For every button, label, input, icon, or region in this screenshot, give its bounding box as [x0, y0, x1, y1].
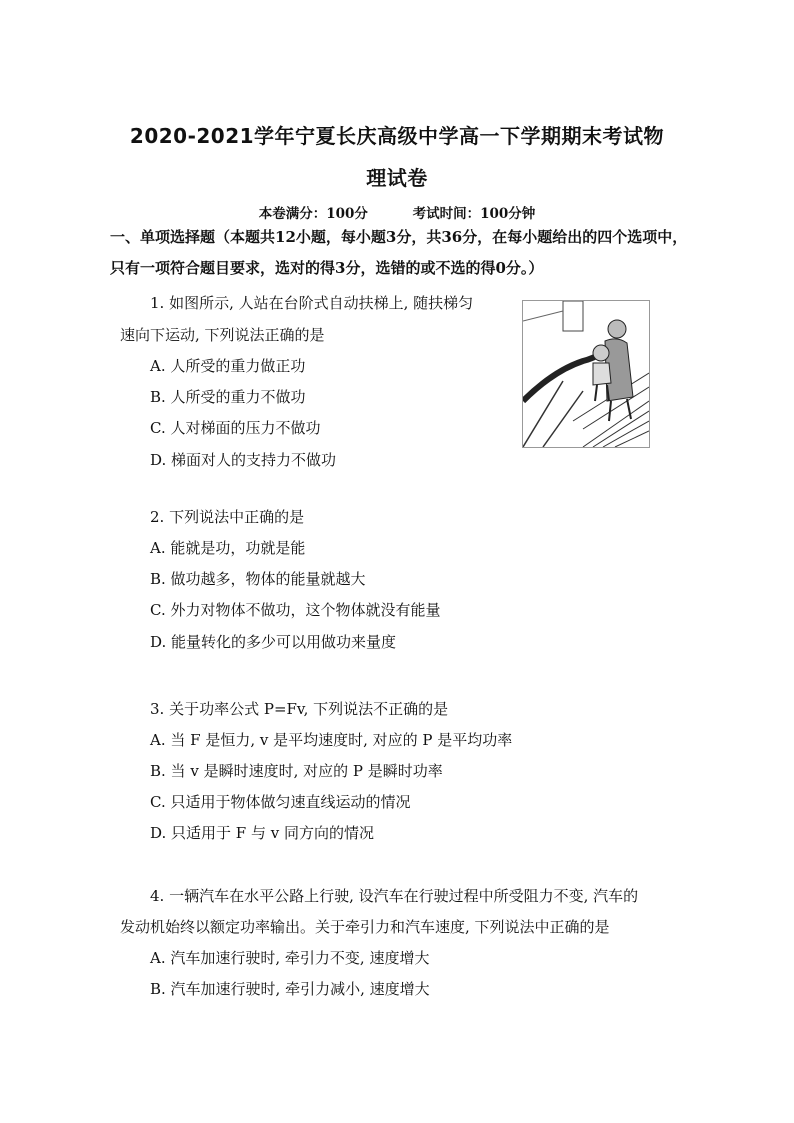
exam-time: 考试时间：100分钟	[412, 206, 536, 222]
question-3-option-b: B. 当 v 是瞬时速度时, 对应的 P 是瞬时功率	[150, 762, 443, 780]
question-2-option-a: A. 能就是功，功就是能	[150, 539, 306, 557]
question-1-option-d: D. 梯面对人的支持力不做功	[150, 451, 337, 469]
section-heading: 一、单项选择题（本题共12小题，每小题3分，共36分，在每小题给出的四个选项中，只有一项符合题目要求，选对的得3分，选错的或不选的得0分。）	[110, 228, 688, 277]
question-2-option-b: B. 做功越多，物体的能量就越大	[150, 570, 366, 588]
question-4-option-a: A. 汽车加速行驶时, 牵引力不变, 速度增大	[150, 949, 430, 967]
question-3-stem: 3. 关于功率公式 P=Fv, 下列说法不正确的是	[150, 700, 449, 718]
question-4-stem: 4. 一辆汽车在水平公路上行驶, 设汽车在行驶过程中所受阻力不变, 汽车的	[150, 887, 639, 905]
question-3-option-a: A. 当 F 是恒力, v 是平均速度时, 对应的 P 是平均功率	[150, 731, 513, 749]
question-3-option-d: D. 只适用于 F 与 v 同方向的情况	[150, 824, 374, 842]
question-2-stem: 2. 下列说法中正确的是	[150, 508, 305, 526]
full-score: 本卷满分：100分	[258, 206, 368, 222]
question-4-option-b: B. 汽车加速行驶时, 牵引力减小, 速度增大	[150, 980, 430, 998]
question-1-option-a: A. 人所受的重力做正功	[150, 357, 306, 375]
question-1-option-c: C. 人对梯面的压力不做功	[150, 419, 321, 437]
question-2-option-c: C. 外力对物体不做功，这个物体就没有能量	[150, 601, 441, 619]
page-title-continued: 理试卷	[366, 166, 428, 190]
question-1-stem-cont: 速向下运动, 下列说法正确的是	[120, 326, 325, 344]
page-title: 2020-2021学年宁夏长庆高级中学高一下学期期末考试物	[129, 124, 665, 148]
question-3-option-c: C. 只适用于物体做匀速直线运动的情况	[150, 793, 411, 811]
exam-meta	[0, 202, 794, 222]
question-1-stem: 1. 如图所示, 人站在台阶式自动扶梯上, 随扶梯匀	[150, 294, 474, 312]
question-2-option-d: D. 能量转化的多少可以用做功来量度	[150, 633, 397, 651]
escalator-illustration	[522, 300, 650, 448]
escalator-drawing	[523, 301, 649, 447]
question-1-option-b: B. 人所受的重力不做功	[150, 388, 306, 406]
question-4-stem-cont: 发动机始终以额定功率输出。关于牵引力和汽车速度, 下列说法中正确的是	[120, 918, 610, 936]
